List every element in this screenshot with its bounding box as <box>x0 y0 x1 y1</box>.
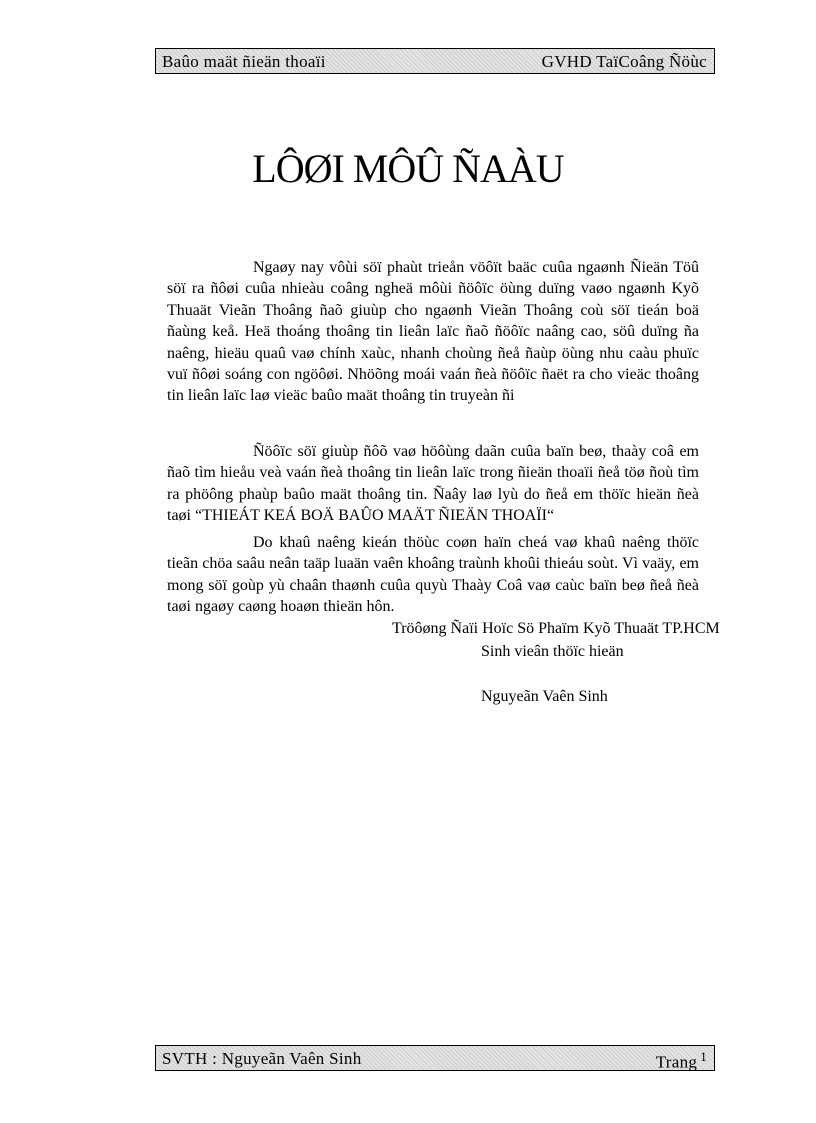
paragraph-2: Ñöôïc söï giuùp ñôõ vaø höôùng daãn cuûa baïn beø, thaày coâ em ñaõ tìm hieåu veà vaán ñeà thoâng tin lieân laïc trong ñieän thoaïi ñeå töø ñoù tìm ra phöông phaùp baûo maät thoâng tin. Ñaây laø lyù do ñeå em thöïc hieän ñeà taøi “THIEÁT KEÁ BOÄ BAÛO MAÄT ÑIEÄN THOAÏI“ <box>167 443 699 525</box>
page-header <box>155 48 715 74</box>
page-title: LÔØI MÔÛ ÑAÀU <box>252 146 564 191</box>
signature-school: Tröôøng Ñaïi Hoïc Sö Phaïm Kyõ Thuaät TP.HCM <box>392 620 720 637</box>
header-document-title: Baûo maät ñieän thoaïi <box>162 52 326 71</box>
header-supervisor: GVHD TaïCoâng Ñöùc <box>541 52 707 71</box>
page-footer <box>155 1045 715 1071</box>
paragraph-3: Do khaû naêng kieán thöùc coøn haïn cheá vaø khaû naêng thöïc tieãn chöa saâu neân taäp luaän vaên khoâng traùnh khoûi thieáu soùt. Vì vaäy, em mong söï goùp yù chaân thaønh cuûa quyù Thaày Coâ vaø caùc baïn beø ñeå ñeà taøi ngaøy caøng hoaøn thieän hôn. <box>167 534 699 616</box>
signature-name: Nguyeãn Vaên Sinh <box>481 688 608 705</box>
footer-student: SVTH : Nguyeãn Vaên Sinh <box>162 1049 362 1068</box>
footer-page <box>656 1049 707 1073</box>
signature-role: Sinh vieân thöïc hieän <box>481 643 624 660</box>
page-number: 1 <box>700 1049 707 1064</box>
paragraph-1: Ngaøy nay vôùi söï phaùt trieån vöôït baäc cuûa ngaønh Ñieän Töû söï ra ñôøi cuûa nhieàu coâng ngheä môùi ñöôïc öùng duïng vaøo ngaønh Kyõ Thuaät Vieãn Thoâng ñaõ giuùp cho ngaønh Vieãn Thoâng coù söï tieán boä ñaùng keå. Heä thoáng thoâng tin lieân laïc ñaõ ñöôïc naâng cao, söû duïng ña naêng, hieäu quaû vaø chính xaùc, nhanh choùng ñeå ñaùp öùng nhu caàu phuïc vuï ñôøi soáng con ngöôøi. Nhöõng moái vaán ñeà ñöôïc ñaët ra cho vieäc thoâng tin lieân laïc laø vieäc baûo maät thoâng tin truyeàn ñi <box>167 259 699 405</box>
footer-page-label: Trang <box>655 1052 698 1072</box>
